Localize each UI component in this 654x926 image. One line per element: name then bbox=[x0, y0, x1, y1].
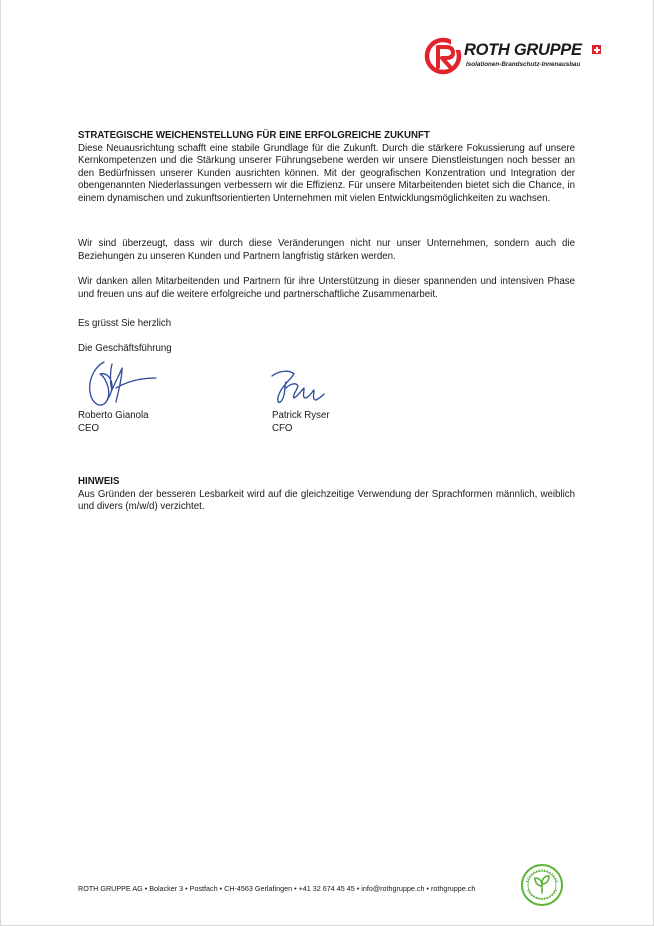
closing-department: Die Geschäftsführung bbox=[78, 343, 172, 354]
footer-address: ROTH GRUPPE AG • Bolacker 3 • Postfach • CH-4563 Gerlafingen • +41 32 674 45 45 • info@rothgruppe.ch • rothgruppe.ch bbox=[78, 884, 476, 893]
signature-cfo bbox=[266, 366, 346, 412]
notice-text: Aus Gründen der besseren Lesbarkeit wird auf die gleichzeitige Verwendung der Sprachformen männlich, weiblich und divers (m/w/d) verzichtet. bbox=[78, 488, 575, 513]
signatory-name: Patrick Ryser bbox=[272, 410, 330, 421]
signatory-name: Roberto Gianola bbox=[78, 410, 149, 421]
closing-greeting: Es grüsst Sie herzlich bbox=[78, 318, 172, 329]
paragraph-3: Wir danken allen Mitarbeitenden und Partnern für ihre Unterstützung in dieser spannenden und intensiven Phase und freuen uns auf die weitere erfolgreiche und partnerschaftliche Zusammenarbeit. bbox=[78, 276, 575, 300]
signature-ceo bbox=[82, 358, 162, 416]
notice-section bbox=[78, 476, 575, 514]
sustainability-badge bbox=[519, 862, 565, 908]
swiss-cross-icon bbox=[592, 45, 601, 54]
roth-gruppe-logo bbox=[424, 36, 604, 78]
paragraph-2: Wir sind überzeugt, dass wir durch diese Veränderungen nicht nur unser Unternehmen, sondern auch die Beziehungen zu unseren Kunden und Partnern langfristig stärken werden. bbox=[78, 238, 575, 262]
signatory-cfo bbox=[272, 409, 330, 435]
signatory-title: CEO bbox=[78, 423, 99, 434]
roth-logo-icon bbox=[424, 36, 464, 78]
section-heading: STRATEGISCHE WEICHENSTELLUNG FÜR EINE ERFOLGREICHE ZUKUNFT bbox=[78, 130, 430, 141]
main-section bbox=[78, 130, 575, 206]
section-paragraph: Diese Neuausrichtung schafft eine stabile Grundlage für die Zukunft. Durch die stärkere Fokussierung auf unsere Kernkompetenzen und die Stärkung unserer Führungsebene werden wir unsere Dienstleistungen noch besser an den Bedürfnissen unserer Kunden ausrichten können. Mit der geografischen Konzentration und Integration der obengenannten Niederlassungen verbessern wir die Effizienz. Für unsere Mitarbeitenden bietet sich die Chance, in einem dynamischen und zukunftsorientierten Unternehmen mit vielen Entwicklungsmöglichkeiten zu wachsen. bbox=[78, 142, 575, 204]
signatory-ceo bbox=[78, 409, 149, 435]
brand-tagline: Isolationen-Brandschutz-Innenausbau bbox=[466, 61, 581, 68]
brand-name: ROTH GRUPPE bbox=[464, 41, 582, 59]
signatory-title: CFO bbox=[272, 423, 293, 434]
notice-heading: HINWEIS bbox=[78, 476, 120, 487]
